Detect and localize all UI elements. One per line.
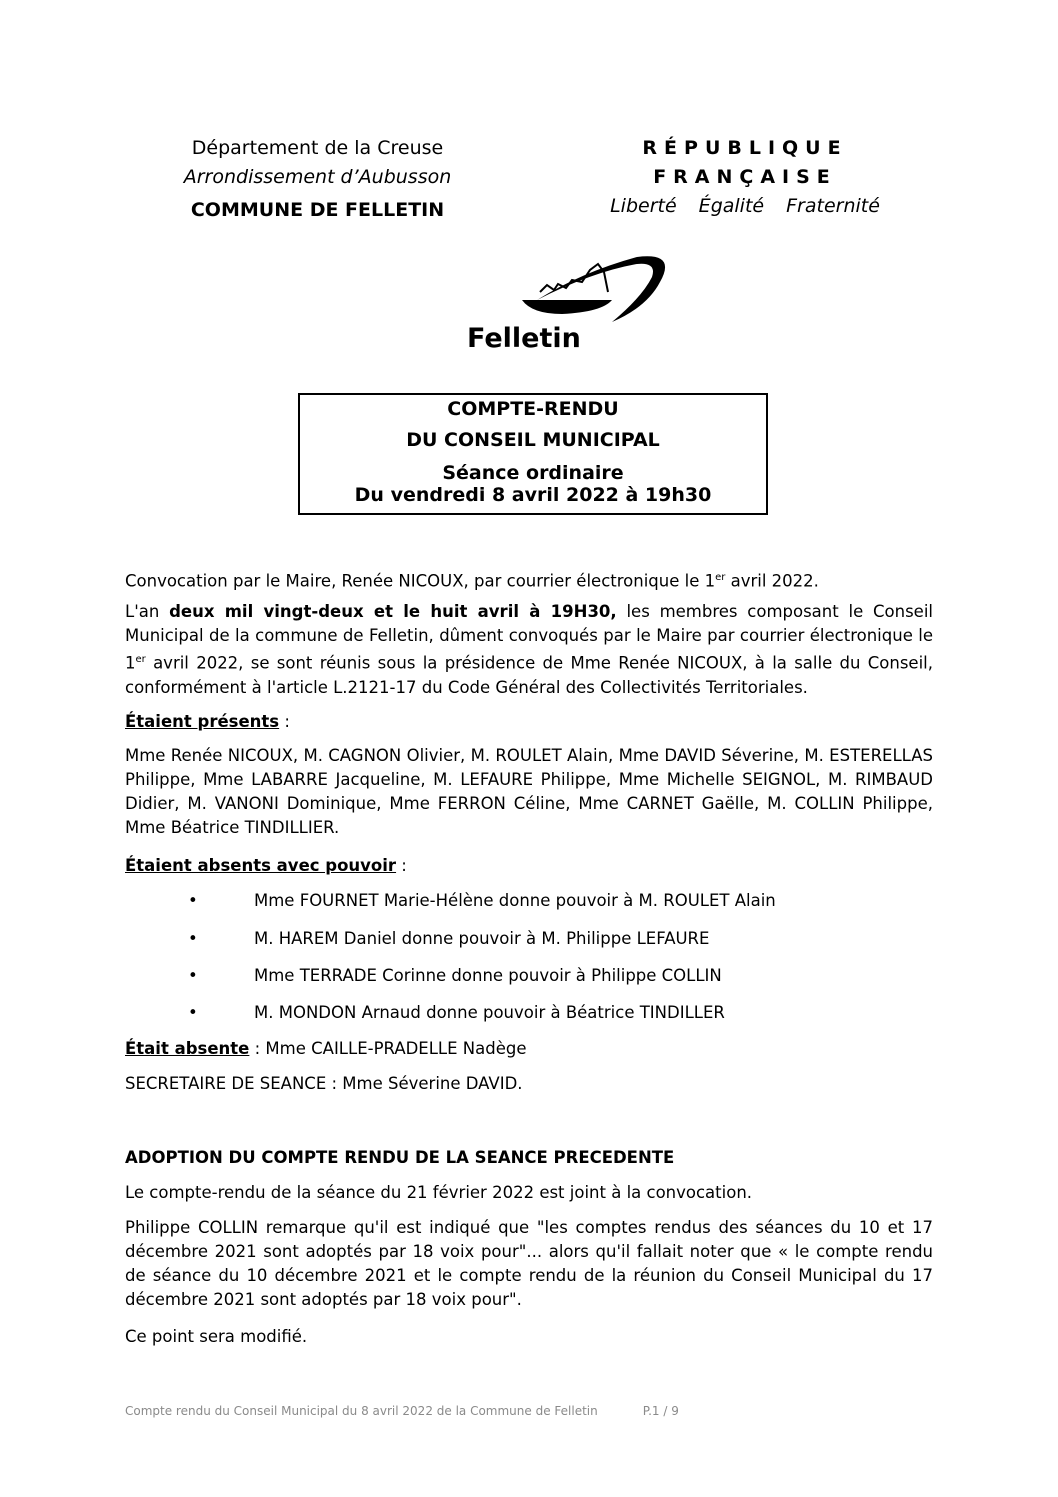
header-right (545, 134, 945, 221)
page-number: P.1 / 9 (642, 1404, 679, 1418)
arrondissement: Arrondissement d’Aubusson (183, 166, 452, 188)
absent-item-text: Mme FOURNET Marie-Hélène donne pouvoir à M. ROULET Alain (254, 891, 776, 910)
header-left (150, 134, 485, 225)
convocation-paragraph (125, 566, 933, 594)
absents-label-line (125, 854, 933, 878)
page-footer (125, 1404, 679, 1418)
absent-item-text: M. HAREM Daniel donne pouvoir à M. Philippe LEFAURE (254, 929, 710, 948)
secretaire-line (125, 1072, 933, 1096)
convocation-sup: er (715, 572, 726, 583)
title-line-3: Séance ordinaire (442, 462, 624, 484)
intro-text-3: avril 2022, se sont réunis sous la présidence de Mme Renée NICOUX, à la salle du Conseil, conformément à l'article L.2121-17 du Code Général des Collectivités Territoriales. (125, 653, 933, 697)
absents-colon: : (396, 856, 407, 875)
presents-colon: : (279, 712, 290, 731)
adoption-heading-text: ADOPTION DU COMPTE RENDU DE LA SEANCE PRECEDENTE (125, 1148, 675, 1167)
title-line-2: DU CONSEIL MUNICIPAL (406, 429, 660, 451)
adoption-paragraph-3 (125, 1325, 933, 1349)
absent-item-text: M. MONDON Arnaud donne pouvoir à Béatrice TINDILLER (254, 1003, 725, 1022)
logo-text: Felletin (467, 323, 581, 352)
footer-text: Compte rendu du Conseil Municipal du 8 avril 2022 de la Commune de Felletin (125, 1404, 598, 1418)
presents-text: Mme Renée NICOUX, M. CAGNON Olivier, M. ROULET Alain, Mme DAVID Séverine, M. ESTERELLAS Philippe, Mme LABARRE Jacqueline, M. LEFAURE Philippe, Mme Michelle SEIGNOL, M. RIMBAUD Didier, M. VANONI Dominique, Mme FERRON Céline, Mme CARNET Gaëlle, M. COLLIN Philippe, Mme Béatrice TINDILLIER. (125, 746, 933, 837)
bullet-icon: • (188, 1003, 198, 1022)
presents-list (125, 744, 933, 840)
intro-text-2: les membres composant le Conseil Municipal de la commune de Felletin, dûment convoqués par le Maire par courrier électronique le 1 (125, 602, 933, 673)
bullet-icon: • (188, 929, 198, 948)
adoption-heading (125, 1146, 933, 1170)
adoption-text-3: Ce point sera modifié. (125, 1327, 308, 1346)
felletin-logo (462, 252, 672, 352)
logo-graphic-icon (462, 252, 672, 352)
title-box (298, 393, 768, 515)
adoption-paragraph-1 (125, 1181, 933, 1205)
adoption-text-2: Philippe COLLIN remarque qu'il est indiqué que "les comptes rendus des séances du 10 et 17 décembre 2021 sont adoptés par 18 voix pour"... alors qu'il fallait noter que « le compte rendu de séance du 10 décembre 2021 et le compte rendu de la réunion du Conseil Municipal du 17 décembre 2021 sont adoptés par 18 voix pour". (125, 1218, 933, 1309)
absente-text: : Mme CAILLE-PRADELLE Nadège (249, 1039, 527, 1058)
bullet-icon: • (188, 966, 198, 985)
absent-item-text: Mme TERRADE Corinne donne pouvoir à Philippe COLLIN (254, 966, 722, 985)
title-line-1: COMPTE-RENDU (447, 398, 619, 420)
intro-date-bold: deux mil vingt-deux et le huit avril à 19H30, (169, 602, 617, 621)
presents-label: Étaient présents (125, 712, 280, 731)
republic-motto: Liberté Égalité Fraternité (610, 195, 880, 217)
bullet-icon: • (188, 891, 198, 910)
absente-label: Était absente (125, 1039, 250, 1058)
title-line-4: Du vendredi 8 avril 2022 à 19h30 (354, 484, 712, 506)
commune-name: COMMUNE DE FELLETIN (190, 199, 445, 221)
secretaire-text: SECRETAIRE DE SEANCE : Mme Séverine DAVID. (125, 1074, 523, 1093)
presents-label-line (125, 710, 933, 734)
intro-text-1: L'an (125, 602, 170, 621)
convocation-text-end: avril 2022. (725, 571, 819, 591)
absente-line (125, 1037, 933, 1061)
intro-sup: er (135, 654, 146, 665)
adoption-paragraph-2 (125, 1216, 933, 1312)
convocation-text: Convocation par le Maire, Renée NICOUX, par courrier électronique le 1 (125, 571, 716, 591)
intro-paragraph (125, 600, 933, 700)
absents-pouvoir-label: Étaient absents avec pouvoir (125, 856, 397, 875)
republic-title: RÉPUBLIQUE FRANÇAISE (642, 137, 848, 188)
department: Département de la Creuse (191, 137, 444, 159)
adoption-text-1: Le compte-rendu de la séance du 21 février 2022 est joint à la convocation. (125, 1183, 753, 1202)
